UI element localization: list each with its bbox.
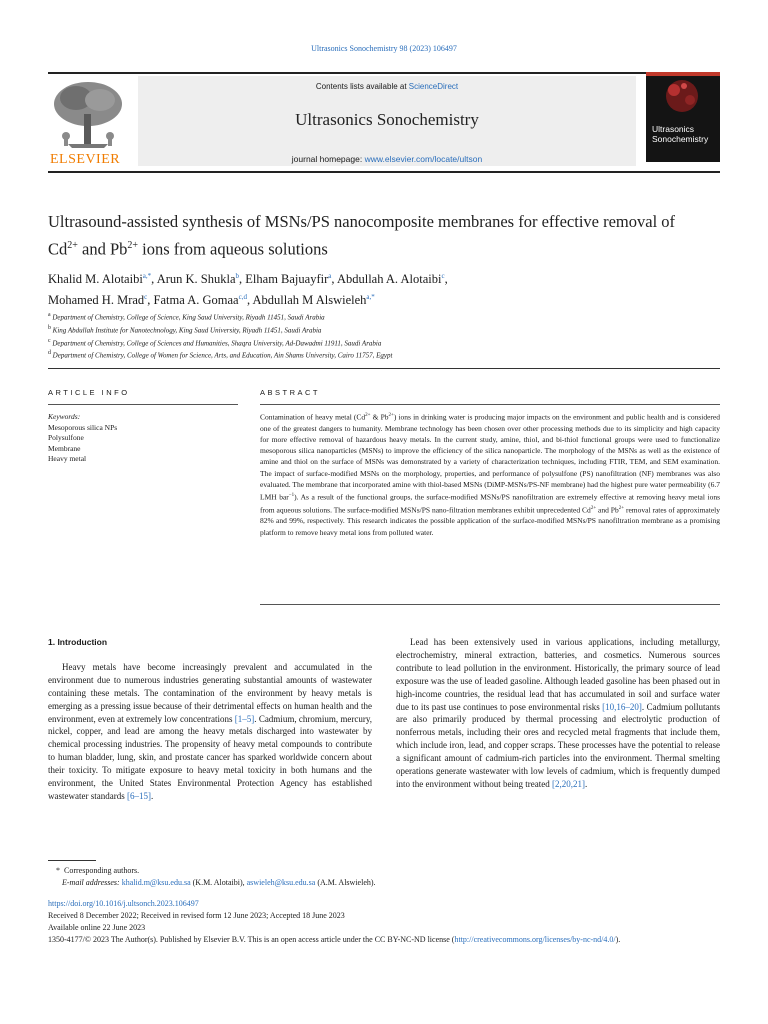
masthead-bottom-rule [48,171,720,173]
journal-citation[interactable]: Ultrasonics Sonochemistry 98 (2023) 106497 [311,44,457,53]
journal-info-box [138,76,636,166]
affiliation-item: $^d$ Department of Chemistry, College of Women for Science, Arts, and Education, Ain Shams University, Cairo 11757, Egypt [48,350,393,360]
contents-prefix: Contents lists available at [315,82,409,91]
citation-link[interactable]: [2,20,21] [551,778,585,789]
body-column-left [48,636,372,803]
body-column-right [396,636,720,791]
paragraph: Heavy metals have become increasingly prevalent and accumulated in the environment due to numerous industries generating substantial amounts of wastewater containing these metals. The contamination of the environment by heavy metals is emerging as a pressing issue because of their detrimental effects on human health and the environment, even at extremely low concentrations [1–5]. Cadmium, chromium, mercury, nickel, copper, and lead are among the heavy metals discharged into wastewater by chemical processing industries. The propensity of heavy metal compounds to contribute to human bladder, lung, skin, and prostate cancer has sparked worldwide concern about their toxicity. To mitigate exposure to heavy metal toxicity in both humans and the environment, the United States Environmental Protection Agency has established wastewater standards [6–15]. [48,661,372,801]
paragraph: Lead has been extensively used in various applications, including metallurgy, electrochemistry, mineral extraction, batteries, and cosmetics. Numerous sources contribute to lead pollution in the environment. Historically, the primary source of lead exposure was the use of leaded gasoline. Although leaded gasoline has been phased out in high-income countries, the residual lead that has accumulated in soil and surface water due to its past use continues to pose environmental risks [10,16–20]. Cadmium pollutants are also primarily produced by thermal processing and electrolytic production of nonferrous metals, including their ores and recycled metal fragments that include them, which include iron, lead, and copper scraps. These processes have the potential to release a significant amount of cadmium-rich particles into the environment. Thermal smelting operations generate wastewater with low levels of cadmium, which is frequently dumped into the environment without being treated [2,20,21]. [396,637,721,789]
affiliations [48,310,728,361]
journal-cover-thumbnail [646,72,720,162]
affiliation-item: $^a$ Department of Chemistry, College of Science, King Saud University, Riyadh 11451, Saudi Arabia [48,312,325,322]
title-part2: and Pb [77,239,128,259]
affiliation-item: $^b$ King Abdullah Institute for Nanotechnology, King Saud University, Riyadh 11451, Saudi Arabia [48,324,322,335]
author[interactable]: Khalid M. Alotaibi$^{a,*}$ [48,272,152,287]
contents-line [138,82,636,91]
affiliation-divider [48,368,720,369]
received-dates: Received 8 December 2022; Received in revised form 12 June 2023; Accepted 18 June 2023 [48,911,345,920]
publisher-name: ELSEVIER [50,152,121,167]
homepage-prefix: journal homepage: [291,154,365,164]
abstract-heading: ABSTRACT [260,388,321,397]
email-link[interactable]: aswieleh@ksu.edu.sa [246,878,316,887]
cover-title-line1: Ultrasonics [652,124,695,134]
abstract-text: Contamination of heavy metal ($Cd^{2+}$ & $Pb^{2+}$) ions in drinking water is producing major impacts on the environment and public health and is considered one of the greatest dangers to humanity. Membrane technology has been chosen over other processing methods due to its simplicity and high capacity for more effective removal of hazardous heavy metals. In the current study, amine, thiol, and bi-thiol functional groups were used to functionalize mesoporous silica nanoparticles (MSNs) to improve the efficiency of the silica nanoparticle. The morphology of the MSNs as well as the existence of amine and thiol on the surface of MSNs was demonstrated by a variety of characterization techniques, including FTIR, TEM, and SEM examination. The impact of surface-modified MSNs on the morphology, properties, and performance of polysulfone (PS) nanofiltration (NF) membranes was also evaluated. The membrane that incorporated amine with thiol-based MSNs (DiMP-MSNs/PS-NF membrane) had the highest pure water permeability (6.7 LMH bar$^{-1}$). As a result of the functional groups, the surface-modified MSNs/PS nanofiltration are extremely effective at removing heavy metal ions from aqueous solutions. The surface-modified MSNs/PS nano-filtration membranes exhibit unprecedented $Cd^{2+}$ and $Pb^{2+}$ removal rates of approximately 82% and 99%, respectively. This research indicates the possible application of the surface-modified MSNs/PS nanofiltration membrane as a promising platform to remove heavy metal ions from polluted water. [260,412,720,537]
license-text: 1350-4177/© 2023 The Author(s). Published by Elsevier B.V. This is an open access article under the CC BY-NC-ND license (http://creativecommons.org/licenses/by-nc-nd/4.0/). [48,935,621,944]
masthead [48,72,720,168]
journal-homepage-link[interactable]: www.elsevier.com/locate/ultson [364,154,483,164]
publication-info [48,898,720,946]
keywords-label: Keywords: [48,412,81,421]
journal-name: Ultrasonics Sonochemistry [295,110,479,129]
doi-link[interactable]: https://doi.org/10.1016/j.ultsonch.2023.106497 [48,899,199,908]
citation-link[interactable]: [1–5] [234,713,255,724]
author[interactable]: Elham Bajuayfir$^a$ [245,272,332,287]
online-date: Available online 22 June 2023 [48,923,146,932]
author[interactable]: Mohamed H. Mrad$^c$ [48,293,148,308]
cover-art [646,72,720,162]
keywords-block [48,412,238,465]
license-link[interactable]: http://creativecommons.org/licenses/by-nc-nd/4.0/ [454,935,616,944]
cover-title [652,124,708,144]
section-heading-introduction: 1. Introduction [48,637,108,647]
keyword: Polysulfone [48,433,84,442]
keyword: Membrane [48,443,81,453]
article-info-rule [48,404,238,405]
footnote-rule [48,860,96,861]
author[interactable]: Abdullah M Alswieleh$^{a,*}$ [252,293,375,308]
footnotes [48,865,728,889]
cover-title-line2: Sonochemistry [652,134,709,144]
author[interactable]: Abdullah A. Alotaibi$^c$ [336,272,445,287]
keyword: Heavy metal [48,454,87,463]
homepage-line [138,154,636,164]
asterisk-mark: * [56,866,60,875]
title-part1: Ultrasound-assisted synthesis of MSNs/PS nanocomposite membranes for effective removal of Cd [48,212,676,259]
title-part3: ions from aqueous solutions [138,239,328,259]
article-title [48,210,688,262]
abstract-rule [260,404,720,405]
masthead-top-rule [48,72,720,74]
author[interactable]: Fatma A. Gomaa$^{c,d}$ [153,293,247,308]
citation-link[interactable]: [6–15] [126,790,151,801]
email-note: E-mail addresses: khalid.m@ksu.edu.sa (K.M. Alotaibi), aswieleh@ksu.edu.sa (A.M. Alswieleh). [62,878,376,887]
sciencedirect-link[interactable]: ScienceDirect [408,82,459,91]
title-sup1: 2+ [67,240,78,251]
keyword: Mesoporous silica NPs [48,422,118,432]
citation-link[interactable]: [10,16–20] [602,701,642,712]
article-info-heading: ARTICLE INFO [48,388,130,397]
author[interactable]: Arun K. Shukla$^b$ [156,272,240,287]
email-link[interactable]: khalid.m@ksu.edu.sa [121,878,191,887]
corresponding-note: * Corresponding authors. [56,866,140,875]
author-list: Khalid M. Alotaibi$^{a,*}$, Arun K. Shukla$^b$, Elham Bajuayfir$^a$, Abdullah A. Alotaibi$^c$, Mohamed H. Mrad$^c$, Fatma A. Gomaa$^{c,d}$, Abdullah M Alswieleh$^{a,*}$ [48,272,448,308]
title-sup2: 2+ [127,240,139,251]
abstract-bottom-rule [260,604,720,605]
affiliation-item: $^c$ Department of Chemistry, College of Sciences and Humanities, Shaqra University, Ad-Dawadmi 11911, Saudi Arabia [48,337,382,347]
